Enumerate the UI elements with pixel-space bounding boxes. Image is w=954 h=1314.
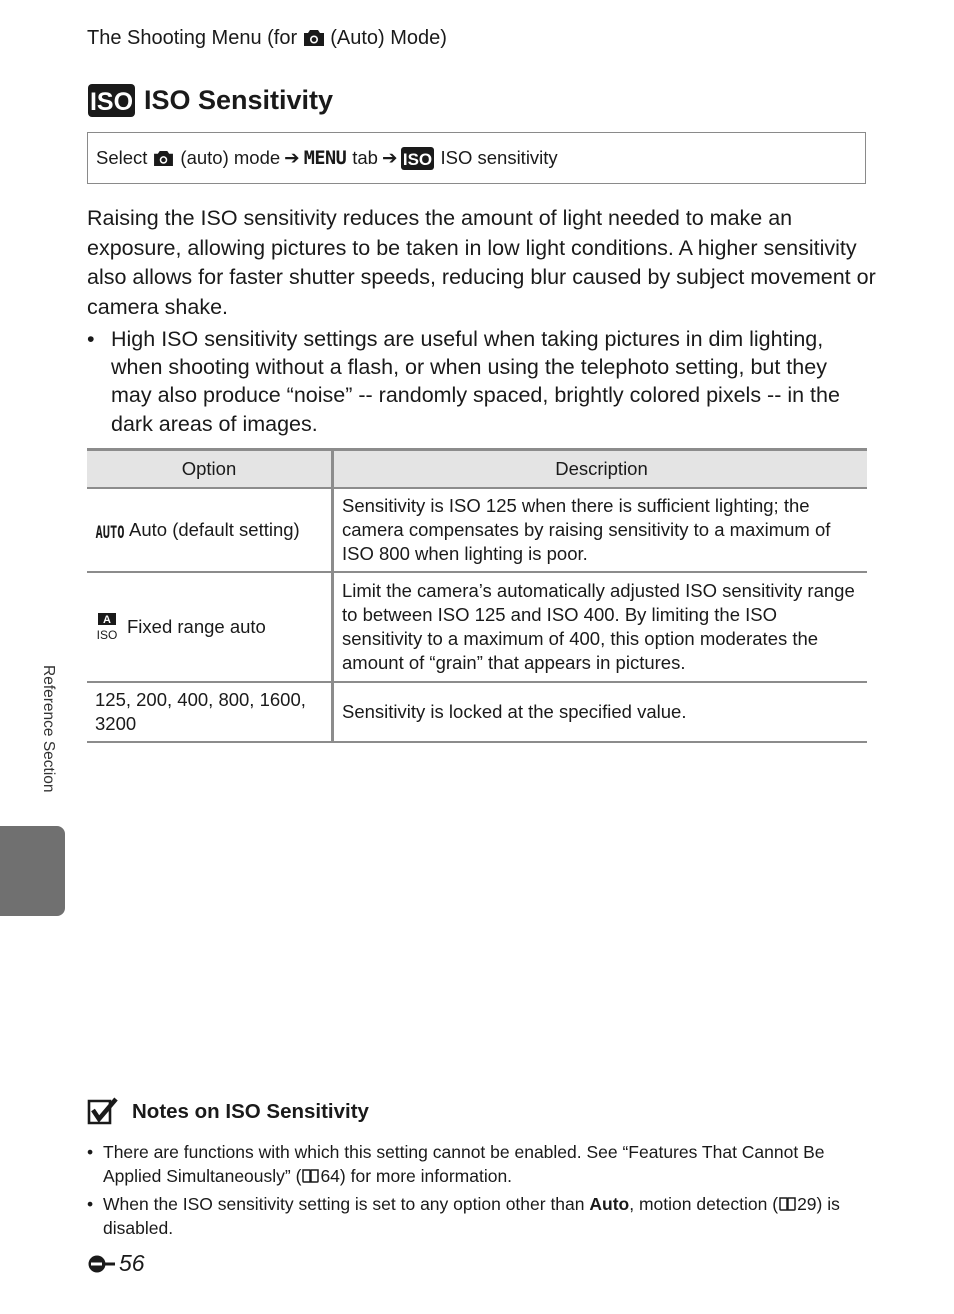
- menu-button-icon: MENU: [303, 147, 347, 169]
- option-label: 125, 200, 400, 800, 1600, 3200: [87, 682, 333, 742]
- bullet-icon: •: [87, 1142, 94, 1162]
- note-item: • There are functions with which this setting cannot be enabled. See “Features That Cannot Be Applied Simultaneously” ( 64) for more information.: [87, 1142, 825, 1186]
- option-description: Sensitivity is ISO 125 when there is sufficient lighting; the camera compensates by raising sensitivity to a maximum of ISO 800 when lighting is poor.: [333, 488, 868, 572]
- page-reference-icon: [778, 1196, 797, 1212]
- column-header-description: Description: [333, 450, 868, 489]
- option-description: Sensitivity is locked at the specified value.: [333, 682, 868, 742]
- option-label: Fixed range auto: [127, 616, 266, 637]
- reference-section-e-icon: [87, 1254, 117, 1274]
- menu-path-box: Select (auto) mode ➔ MENU tab ➔ ISO ISO sensitivity: [87, 132, 866, 184]
- svg-text:AUTO: AUTO: [95, 523, 125, 543]
- option-description: Limit the camera’s automatically adjusted ISO sensitivity range to between ISO 125 and ISO 400. By limiting the ISO sensitivity to a maximum of 400, this option moderates the amount of “grain” that appears in pictures.: [333, 572, 868, 682]
- svg-text:ISO: ISO: [96, 628, 118, 642]
- fixed-range-auto-iso-icon: [95, 613, 119, 641]
- iso-icon: [401, 147, 434, 170]
- arrow-right-icon: ➔: [381, 147, 398, 168]
- table-row: [87, 572, 867, 682]
- title-text: ISO Sensitivity: [144, 85, 334, 115]
- camera-icon: [153, 150, 174, 167]
- notes-title: Notes on ISO Sensitivity: [132, 1100, 369, 1123]
- page-title: [88, 84, 333, 117]
- table-header-row: [87, 450, 867, 489]
- arrow-right-icon: ➔: [284, 147, 300, 168]
- bullet-icon: •: [87, 327, 95, 351]
- bullet-item: • High ISO sensitivity settings are useful when taking pictures in dim lighting, when shooting without a flash, or when using the telephoto setting, but they may also produce “noise” -- randomly spaced, brightly colored pixels -- in the dark areas of images.: [87, 327, 840, 436]
- intro-paragraph: Raising the ISO sensitivity reduces the amount of light needed to make an exposure, allowing pictures to be taken in low light conditions. A higher sensitivity also allows for faster shutter speeds, reducing blur caused by subject movement or camera shake.: [87, 206, 876, 319]
- running-header: The Shooting Menu (for (Auto) Mode): [87, 27, 447, 49]
- bullet-icon: •: [87, 1194, 94, 1214]
- side-section-tab: [0, 826, 65, 916]
- column-header-option: Option: [87, 450, 333, 489]
- table-row: [87, 488, 867, 572]
- svg-text:ISO: ISO: [89, 88, 134, 116]
- page-reference-icon: [301, 1168, 320, 1184]
- check-note-icon: [88, 1098, 118, 1126]
- iso-icon: [88, 84, 135, 117]
- svg-text:ISO: ISO: [403, 149, 433, 169]
- svg-text:A: A: [103, 614, 111, 626]
- options-table: [87, 448, 867, 743]
- auto-icon: [95, 518, 125, 542]
- camera-icon: [303, 29, 325, 47]
- page-number: 56: [87, 1250, 145, 1277]
- option-label: Auto (default setting): [129, 519, 300, 540]
- side-section-label: Reference Section: [40, 665, 57, 793]
- note-item: • When the ISO sensitivity setting is set to any option other than Auto, motion detection ( 29) is disabled.: [87, 1194, 840, 1238]
- notes-heading: [88, 1098, 369, 1126]
- table-row: [87, 682, 867, 742]
